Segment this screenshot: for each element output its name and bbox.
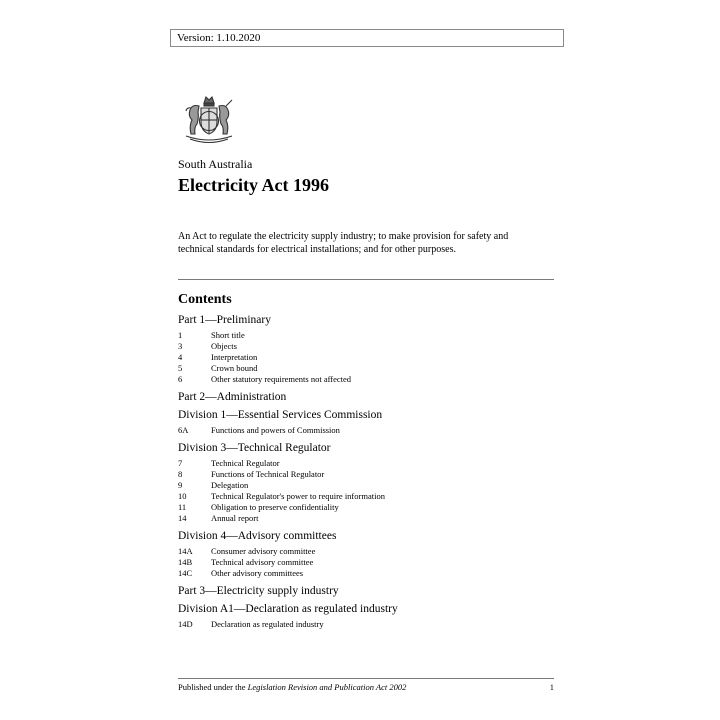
toc-entry-number: 5 xyxy=(178,363,183,373)
toc-entry-number: 11 xyxy=(178,502,187,512)
long-title: An Act to regulate the electricity supply industry; to make provision for safety and technical standards for electrical installations; and for other purposes. xyxy=(178,231,509,255)
contents-heading: Contents xyxy=(178,292,232,307)
toc-entry-number: 14A xyxy=(178,546,193,556)
toc-part-heading[interactable]: Part 1—Preliminary xyxy=(178,314,271,326)
toc-division-heading[interactable]: Division 1—Essential Services Commission xyxy=(178,409,383,421)
toc-entry-text: Objects xyxy=(211,341,237,351)
coat-of-arms-icon xyxy=(180,94,238,146)
toc-entry[interactable] xyxy=(178,502,554,513)
toc-entry-text: Technical advisory committee xyxy=(211,557,314,567)
publication-note xyxy=(178,682,406,692)
toc-entry-number: 14D xyxy=(178,619,193,629)
toc-entry-text: Annual report xyxy=(211,513,259,523)
table-of-contents xyxy=(178,291,554,634)
toc-entry[interactable] xyxy=(178,513,554,524)
page-number: 1 xyxy=(549,682,554,692)
toc-entry[interactable] xyxy=(178,469,554,480)
toc-entry-text: Other statutory requirements not affected xyxy=(211,374,352,384)
toc-entry-number: 8 xyxy=(178,469,183,479)
toc-part-heading[interactable]: Part 3—Electricity supply industry xyxy=(178,585,339,597)
toc-entry-number: 6A xyxy=(178,425,189,435)
toc-entries xyxy=(178,458,554,524)
toc-entry-number: 14C xyxy=(178,568,193,578)
version-label: Version: 1.10.2020 xyxy=(170,29,564,47)
toc-entry[interactable] xyxy=(178,363,554,374)
toc-entry[interactable] xyxy=(178,330,554,341)
bottom-divider xyxy=(178,678,554,679)
toc-entries xyxy=(178,330,554,385)
page-footer xyxy=(178,682,554,692)
toc-entries xyxy=(178,619,554,630)
jurisdiction-label: South Australia xyxy=(178,157,253,171)
toc-entry[interactable] xyxy=(178,374,554,385)
toc-entry-number: 3 xyxy=(178,341,183,351)
toc-entry-text: Technical Regulator xyxy=(211,458,280,468)
publication-act: Legislation Revision and Publication Act 2002 xyxy=(247,682,407,692)
toc-entry-number: 14B xyxy=(178,557,193,567)
toc-entries xyxy=(178,425,554,436)
toc-division-heading[interactable]: Division 3—Technical Regulator xyxy=(178,442,331,454)
toc-list xyxy=(178,312,554,630)
toc-entry-text: Delegation xyxy=(211,480,249,490)
toc-entry-number: 9 xyxy=(178,480,183,490)
toc-entry[interactable] xyxy=(178,619,554,630)
toc-division-heading[interactable]: Division 4—Advisory committees xyxy=(178,530,337,542)
toc-entry-number: 14 xyxy=(178,513,187,523)
toc-entry-text: Crown bound xyxy=(211,363,258,373)
toc-part-heading[interactable]: Part 2—Administration xyxy=(178,391,287,403)
toc-entry-number: 7 xyxy=(178,458,183,468)
toc-entry-number: 1 xyxy=(178,330,183,340)
toc-entry[interactable] xyxy=(178,458,554,469)
toc-division-heading[interactable]: Division A1—Declaration as regulated industry xyxy=(178,603,398,615)
top-divider xyxy=(178,279,554,280)
toc-entry[interactable] xyxy=(178,341,554,352)
toc-entry[interactable] xyxy=(178,568,554,579)
toc-entry-text: Technical Regulator's power to require information xyxy=(211,491,385,501)
toc-entry-text: Interpretation xyxy=(211,352,258,362)
toc-entry-text: Functions and powers of Commission xyxy=(211,425,340,435)
toc-entry-number: 10 xyxy=(178,491,187,501)
toc-entry[interactable] xyxy=(178,425,554,436)
toc-entry-text: Other advisory committees xyxy=(211,568,304,578)
toc-entries xyxy=(178,546,554,579)
toc-entry-text: Short title xyxy=(211,330,245,340)
toc-entry[interactable] xyxy=(178,480,554,491)
toc-entry-number: 6 xyxy=(178,374,183,384)
toc-entry[interactable] xyxy=(178,491,554,502)
toc-entry-text: Consumer advisory committee xyxy=(211,546,316,556)
toc-entry[interactable] xyxy=(178,546,554,557)
toc-entry[interactable] xyxy=(178,557,554,568)
toc-entry-text: Obligation to preserve confidentiality xyxy=(211,502,339,512)
toc-entry-number: 4 xyxy=(178,352,183,362)
toc-entry-text: Functions of Technical Regulator xyxy=(211,469,325,479)
act-title: Electricity Act 1996 xyxy=(178,175,329,195)
toc-entry[interactable] xyxy=(178,352,554,363)
toc-entry-text: Declaration as regulated industry xyxy=(211,619,324,629)
publication-prefix: Published under the xyxy=(178,682,248,692)
